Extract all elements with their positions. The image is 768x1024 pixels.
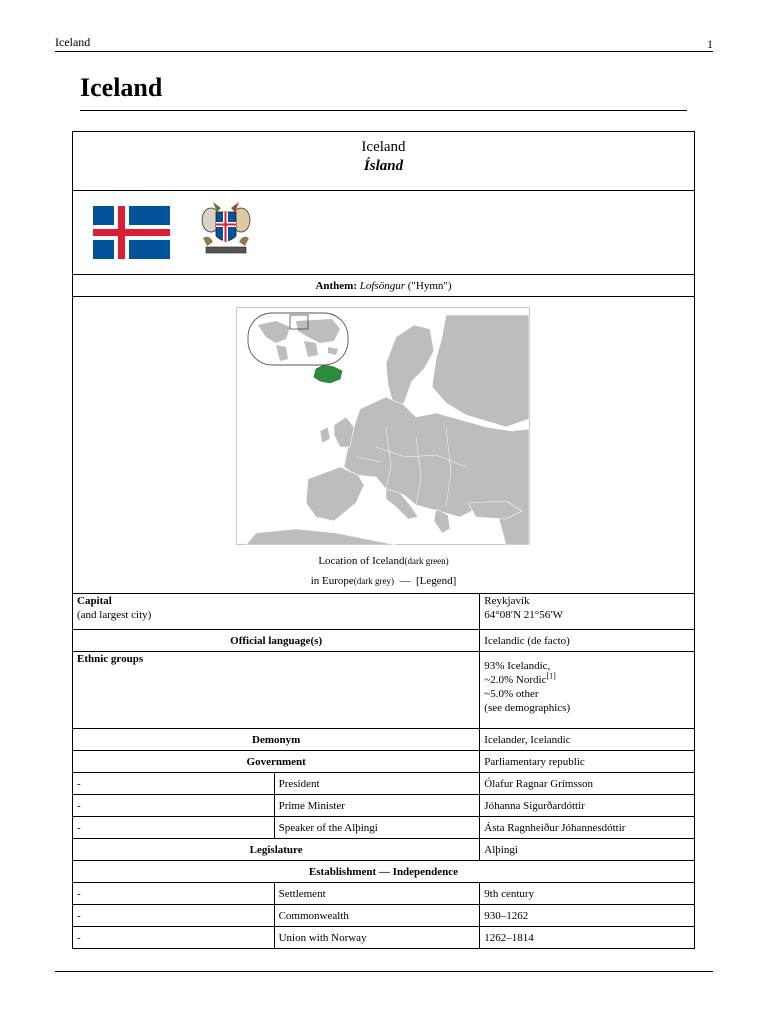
government-row-bullet: - <box>73 795 275 817</box>
establishment-row-value: 1262–1814 <box>480 927 695 949</box>
government-row-bullet: - <box>73 817 275 839</box>
government-row-value[interactable]: Ólafur Ragnar Grímsson <box>480 773 695 795</box>
flag-cross-red-h <box>93 229 170 236</box>
government-row-title: Prime Minister <box>274 795 480 817</box>
government-row-title: President <box>274 773 480 795</box>
country-name: Iceland <box>361 139 406 155</box>
anthem-label: Anthem: <box>315 279 357 292</box>
footer-divider <box>55 971 713 972</box>
demonym-label: Demonym <box>73 729 480 751</box>
establishment-row-bullet: - <box>73 927 275 949</box>
map-caption-text-1: Location of Iceland <box>318 555 405 567</box>
establishment-row-bullet: - <box>73 883 275 905</box>
map-cell <box>73 297 695 594</box>
coat-of-arms-of-iceland-icon[interactable] <box>199 198 253 258</box>
anthem-translation: ("Hymn") <box>407 279 452 292</box>
government-row-title: Speaker of the Alþingi <box>274 817 480 839</box>
establishment-row-title: Settlement <box>274 883 480 905</box>
government-row-value[interactable]: Ásta Ragnheiður Jóhannesdóttir <box>480 817 695 839</box>
map-caption <box>73 551 694 591</box>
capital-value[interactable]: Reykjavík <box>484 595 530 607</box>
capital-label-cell <box>73 594 480 630</box>
government-label: Government <box>73 751 480 773</box>
title-divider <box>80 110 687 111</box>
capital-coordinates[interactable]: 64°08′N 21°56′W <box>484 609 563 621</box>
world-inset-locator <box>248 313 348 365</box>
ethnic-group-nordic: ~2.0% Nordic <box>484 674 547 686</box>
reference-link[interactable]: [1] <box>546 671 556 681</box>
page-number: 1 <box>707 37 713 51</box>
map-caption-text-2: in Europe <box>310 575 354 587</box>
establishment-row-value: 9th century <box>480 883 695 905</box>
flag-of-iceland-icon[interactable] <box>93 206 170 259</box>
running-header-title: Iceland <box>55 35 91 49</box>
anthem-name[interactable]: Lofsöngur <box>359 279 405 292</box>
ethnic-group-line-2 <box>484 673 690 687</box>
page-title: Iceland <box>80 73 163 102</box>
ethnic-group-line-3: ~5.0% other <box>484 688 539 700</box>
capital-value-cell <box>480 594 695 630</box>
establishment-row-title: Union with Norway <box>274 927 480 949</box>
map-caption-note-2: (dark grey) <box>353 576 394 586</box>
ethnic-groups-label: Ethnic groups <box>73 652 480 729</box>
capital-label: Capital <box>77 595 112 607</box>
legislature-label: Legislature <box>73 839 480 861</box>
map-legend-link[interactable]: [Legend] <box>416 575 457 587</box>
government-row-bullet: - <box>73 773 275 795</box>
legislature-value[interactable]: Alþingi <box>480 839 695 861</box>
official-language-label: Official language(s) <box>73 630 480 652</box>
map-caption-separator: — <box>399 575 411 587</box>
running-header <box>55 34 713 52</box>
capital-sublabel: (and largest city) <box>77 609 152 621</box>
demonym-value: Icelander, Icelandic <box>480 729 695 751</box>
flag-and-coat-cell <box>73 191 695 275</box>
government-row-value[interactable]: Jóhanna Sigurðardóttir <box>480 795 695 817</box>
native-name: Ísland <box>363 158 404 174</box>
ethnic-groups-value-cell <box>480 652 695 729</box>
anthem-row <box>73 275 695 297</box>
country-infobox <box>72 131 695 949</box>
map-caption-note-1: (dark green) <box>404 556 449 566</box>
map-caption-line-1 <box>73 551 694 571</box>
government-value[interactable]: Parliamentary republic <box>480 751 695 773</box>
official-language-value: Icelandic (de facto) <box>480 630 695 652</box>
ethnic-group-line-4[interactable]: (see demographics) <box>484 702 571 714</box>
establishment-row-bullet: - <box>73 905 275 927</box>
infobox-header <box>73 132 695 191</box>
ethnic-group-line-1: 93% Icelandic, <box>484 660 551 672</box>
europe-location-map[interactable] <box>236 307 530 545</box>
establishment-row-value: 930–1262 <box>480 905 695 927</box>
map-caption-line-2 <box>73 571 694 591</box>
flag-cross-red-v <box>118 206 125 259</box>
establishment-row-title: Commonwealth <box>274 905 480 927</box>
establishment-header: Establishment — Independence <box>73 861 695 883</box>
